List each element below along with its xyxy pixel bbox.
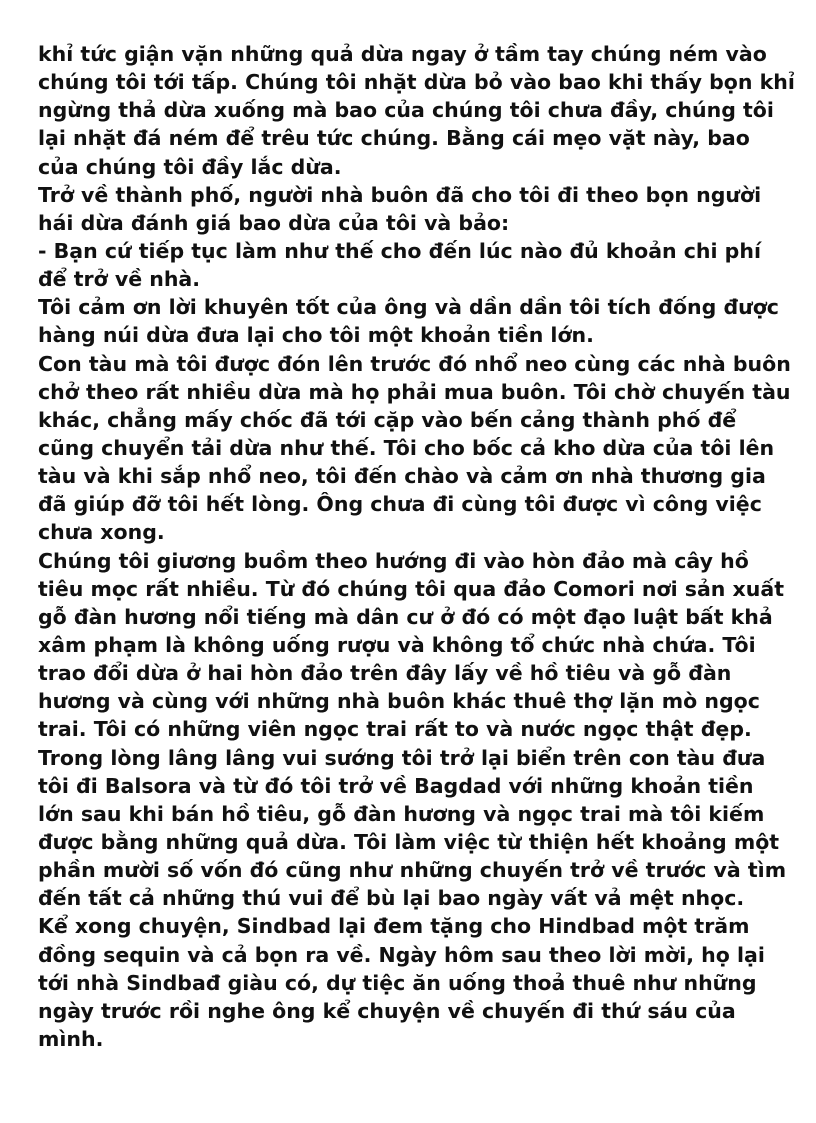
document-page [38, 40, 798, 1053]
text-line: Chúng tôi giương buồm theo hướng đi vào hòn đảo mà cây hồ [38, 548, 749, 573]
text-line: ngày trước rồi nghe ông kể chuyện về chuyến đi thứ sáu của [38, 998, 736, 1023]
text-line: phần mười số vốn đó cũng như những chuyến trở về trước và tìm [38, 858, 787, 883]
text-line: hàng núi dừa đưa lại cho tôi một khoản tiền lớn. [38, 323, 594, 348]
text-line: hái dừa đánh giá bao dừa của tôi và bảo: [38, 210, 510, 235]
text-line: đến tất cả những thú vui để bù lại bao ngày vất vả mệt nhọc. [38, 886, 745, 911]
text-line: tiêu mọc rất nhiều. Từ đó chúng tôi qua đảo Comori nơi sản xuất [38, 576, 784, 601]
text-line: Tôi cảm ơn lời khuyên tốt của ông và dần dần tôi tích đống được [38, 295, 779, 320]
text-line: khỉ tức giận vặn những quả dừa ngay ở tầm tay chúng ném vào [38, 42, 767, 66]
text-line: Kể xong chuyện, Sindbad lại đem tặng cho Hindbad một trăm [38, 914, 750, 939]
text-line: - Bạn cứ tiếp tục làm như thế cho đến lúc nào đủ khoản chi phí [38, 238, 761, 263]
text-line: lớn sau khi bán hồ tiêu, gỗ đàn hương và ngọc trai mà tôi kiếm [38, 801, 765, 826]
text-line: tới nhà Sindbađ giàu có, dự tiệc ăn uống thoả thuê như những [38, 970, 757, 995]
text-line: chúng tôi tới tấp. Chúng tôi nhặt dừa bỏ vào bao khi thấy bọn khỉ [38, 70, 795, 95]
text-line: cũng chuyển tải dừa như thế. Tôi cho bốc cả kho dừa của tôi lên [38, 435, 775, 460]
text-line: khác, chẳng mấy chốc đã tới cặp vào bến cảng thành phố để [38, 407, 737, 432]
text-line: chưa xong. [38, 520, 165, 545]
text-line: tôi đi Balsora và từ đó tôi trở về Bagdad với những khoản tiền [38, 773, 754, 798]
text-line: Trong lòng lâng lâng vui sướng tôi trở lại biển trên con tàu đưa [38, 745, 766, 770]
text-line: của chúng tôi đầy lắc dừa. [38, 154, 342, 179]
text-line: Trở về thành phố, người nhà buôn đã cho tôi đi theo bọn người [38, 182, 762, 207]
text-line: đã giúp đỡ tôi hết lòng. Ông chưa đi cùng tôi được vì công việc [38, 492, 762, 517]
text-line: chở theo rất nhiều dừa mà họ phải mua buôn. Tôi chờ chuyến tàu [38, 379, 791, 404]
text-line: tàu và khi sắp nhổ neo, tôi đến chào và cảm ơn nhà thương gia [38, 464, 766, 489]
text-line: được bằng những quả dừa. Tôi làm việc từ thiện hết khoảng một [38, 829, 780, 854]
text-line: gỗ đàn hương nổi tiếng mà dân cư ở đó có một đạo luật bất khả [38, 604, 773, 629]
text-line: xâm phạm là không uống rượu và không tổ chức nhà chứa. Tôi [38, 632, 756, 657]
body-text [38, 40, 798, 1053]
text-line: Con tàu mà tôi được đón lên trước đó nhổ neo cùng các nhà buôn [38, 351, 791, 376]
text-line: lại nhặt đá ném để trêu tức chúng. Bằng cái mẹo vặt này, bao [38, 126, 750, 151]
text-line: đồng sequin và cả bọn ra về. Ngày hôm sau theo lời mời, họ lại [38, 942, 765, 967]
text-line: mình. [38, 1026, 104, 1051]
text-line: trao đổi dừa ở hai hòn đảo trên đây lấy về hồ tiêu và gỗ đàn [38, 661, 732, 686]
text-line: để trở về nhà. [38, 267, 201, 292]
text-line: hương và cùng với những nhà buôn khác thuê thợ lặn mò ngọc [38, 689, 760, 714]
text-line: trai. Tôi có những viên ngọc trai rất to và nước ngọc thật đẹp. [38, 717, 752, 742]
text-line: ngừng thả dừa xuống mà bao của chúng tôi chưa đầy, chúng tôi [38, 98, 774, 123]
